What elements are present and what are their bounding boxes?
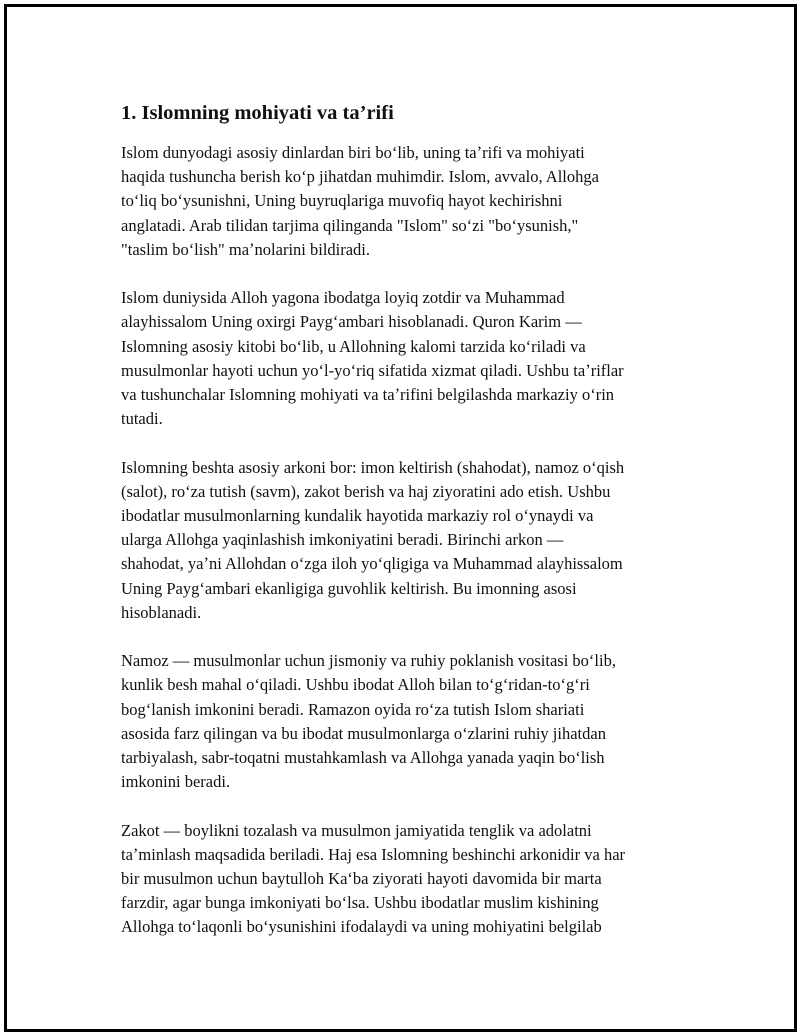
- paragraph-line: toʻliq boʻysunishni, Uning buyruqlariga muvofiq hayot kechirishni: [121, 191, 563, 211]
- paragraph-line: Islomning asosiy kitobi boʻlib, u Allohning kalomi tarzida koʻriladi va: [121, 336, 586, 356]
- paragraph-line: Zakot — boylikni tozalash va musulmon jamiyatida tenglik va adolatni: [121, 820, 592, 840]
- paragraph-line: shahodat, yaʼni Allohdan oʻzga iloh yoʻqligiga va Muhammad alayhissalom: [121, 554, 623, 574]
- paragraph-line: ularga Allohga yaqinlashish imkoniyatini beradi. Birinchi arkon —: [121, 530, 564, 550]
- paragraph-line: Islomning beshta asosiy arkoni bor: imon keltirish (shahodat), namoz oʻqish: [121, 457, 625, 477]
- section-title: 1. Islomning mohiyati va ta’rifi: [121, 102, 394, 124]
- paragraph-line: farzdir, agar bunga imkoniyati boʻlsa. Ushbu ibodatlar muslim kishining: [121, 893, 599, 913]
- paragraph-line: taʼminlash maqsadida beriladi. Haj esa Islomning beshinchi arkonidir va har: [121, 844, 626, 864]
- paragraph-line: musulmonlar hayoti uchun yoʻl-yoʻriq sifatida xizmat qiladi. Ushbu taʼriflar: [121, 360, 624, 380]
- paragraph-line: ibodatlar musulmonlarning kundalik hayotida markaziy rol oʻynaydi va: [121, 506, 594, 526]
- paragraph-line: Namoz — musulmonlar uchun jismoniy va ruhiy poklanish vositasi boʻlib,: [121, 651, 616, 671]
- paragraph-line: "taslim boʻlish" maʼnolarini bildiradi.: [121, 239, 371, 259]
- paragraph-line: bogʻlanish imkonini beradi. Ramazon oyida roʻza tutish Islom shariati: [121, 699, 585, 719]
- paragraph: [121, 141, 691, 262]
- paragraph-line: alayhissalom Uning oxirgi Paygʻambari hisoblanadi. Quron Karim —: [121, 312, 582, 332]
- paragraph-line: asosida farz qilingan va bu ibodat musulmonlarga oʻzlarini ruhiy jihatdan: [121, 723, 606, 743]
- paragraph-line: Uning Paygʻambari ekanligiga guvohlik keltirish. Bu imonning asosi: [121, 578, 577, 598]
- paragraph-line: va tushunchalar Islomning mohiyati va taʼrifini belgilashda markaziy oʻrin: [121, 385, 615, 405]
- paragraph-line: hisoblanadi.: [121, 602, 202, 622]
- page-frame: [4, 4, 797, 1032]
- paragraph-line: bir musulmon uchun baytulloh Kaʻba ziyorati hayoti davomida bir marta: [121, 869, 602, 889]
- paragraph-container: [121, 141, 691, 940]
- paragraph: [121, 286, 691, 431]
- paragraph-line: (salot), roʻza tutish (savm), zakot berish va haj ziyoratini ado etish. Ushbu: [121, 481, 611, 501]
- document-body: [121, 99, 691, 964]
- paragraph-line: kunlik besh mahal oʻqiladi. Ushbu ibodat Alloh bilan toʻgʻridan-toʻgʻri: [121, 675, 590, 695]
- paragraph-line: imkonini beradi.: [121, 772, 231, 792]
- paragraph-line: tutadi.: [121, 409, 163, 429]
- paragraph-line: Islom dunyodagi asosiy dinlardan biri boʻlib, uning taʼrifi va mohiyati: [121, 143, 585, 162]
- paragraph-line: Islom duniysida Alloh yagona ibodatga loyiq zotdir va Muhammad: [121, 288, 565, 308]
- paragraph-line: haqida tushuncha berish koʻp jihatdan muhimdir. Islom, avvalo, Allohga: [121, 167, 599, 187]
- paragraph-line: tarbiyalash, sabr-toqatni mustahkamlash va Allohga yanada yaqin boʻlish: [121, 748, 605, 768]
- paragraph: [121, 456, 691, 625]
- paragraph: [121, 649, 691, 794]
- paragraph-line: Allohga toʻlaqonli boʻysunishini ifodalaydi va uning mohiyatini belgilab: [121, 917, 602, 937]
- paragraph: [121, 819, 691, 940]
- paragraph-line: anglatadi. Arab tilidan tarjima qilinganda "Islom" soʻzi "boʻysunish,": [121, 215, 579, 235]
